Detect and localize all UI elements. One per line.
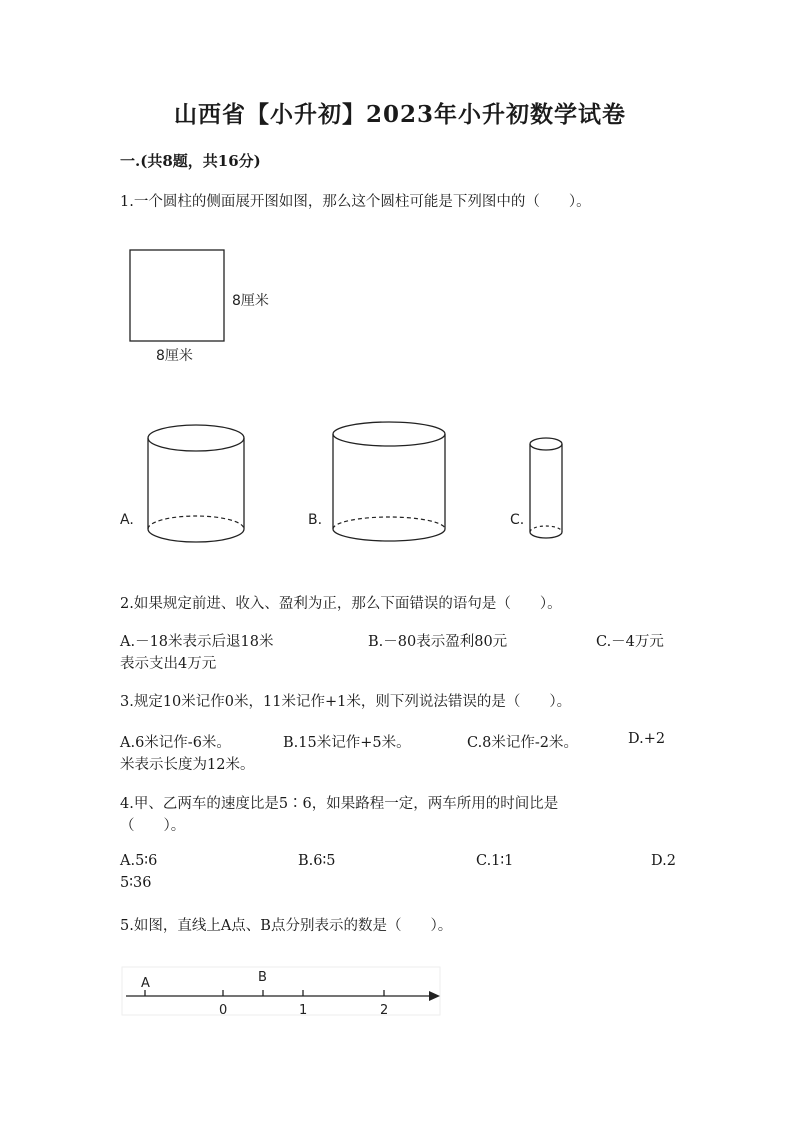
question-3-stem: 3.规定10米记作0米，11米记作+1米，则下列说法错误的是（ ）。 [120, 694, 572, 710]
option-a-label: A. [120, 512, 134, 528]
cylinder-b [308, 422, 445, 541]
question-4-stem-continued: （ ）。 [120, 818, 186, 834]
question-4-option-d: D.2 [651, 853, 676, 869]
question-2-option-c-continued: 表示支出4万元 [120, 656, 217, 672]
square-side-label: 8厘米 [232, 293, 269, 309]
unfolded-square [130, 250, 224, 341]
question-2-stem: 2.如果规定前进、收入、盈利为正，那么下面错误的语句是（ ）。 [120, 596, 562, 612]
point-a-label: A [141, 976, 150, 991]
section-heading: 一.(共8题，共16分) [120, 152, 261, 170]
question-4-option-c: C.1∶1 [476, 853, 514, 869]
question-2-option-c: C.－4万元 [596, 634, 664, 650]
question-1-stem: 1.一个圆柱的侧面展开图如图，那么这个圆柱可能是下列图中的（ ）。 [120, 194, 591, 210]
square-bottom-label: 8厘米 [156, 348, 193, 364]
question-4-option-a: A.5∶6 [120, 853, 158, 869]
question-4-option-b: B.6∶5 [298, 853, 336, 869]
question-3-option-d-continued: 米表示长度为12米。 [120, 757, 255, 773]
point-b-label: B [258, 970, 267, 985]
page-title: 山西省【小升初】2023年小升初数学试卷 [173, 101, 626, 128]
number-line-arrow [429, 991, 440, 1001]
cylinder-a [120, 425, 244, 542]
tick-label-0: 0 [219, 1003, 228, 1018]
q1-unfolded-square-figure [120, 240, 290, 370]
tick-label-2: 2 [380, 1003, 389, 1018]
cylinder-c [510, 438, 562, 538]
question-3-option-c: C.8米记作-2米。 [467, 735, 579, 751]
q5-number-line-figure [120, 965, 445, 1020]
option-b-label: B. [308, 512, 323, 528]
question-2-option-a: A.－18米表示后退18米 [120, 634, 274, 650]
question-2-option-b: B.－80表示盈利80元 [368, 634, 508, 650]
question-3-option-d: D.+2 [628, 731, 666, 747]
question-4-option-d-continued: 5∶36 [120, 875, 152, 891]
option-c-label: C. [510, 512, 525, 528]
tick-label-1: 1 [299, 1003, 308, 1018]
question-4-stem: 4.甲、乙两车的速度比是5∶6，如果路程一定，两车所用的时间比是 [120, 796, 559, 812]
question-3-option-a: A.6米记作-6米。 [120, 735, 231, 751]
question-3-option-b: B.15米记作+5米。 [283, 735, 411, 751]
q1-cylinder-options-figure [110, 412, 590, 552]
question-5-stem: 5.如图，直线上A点、B点分别表示的数是（ ）。 [120, 918, 453, 934]
